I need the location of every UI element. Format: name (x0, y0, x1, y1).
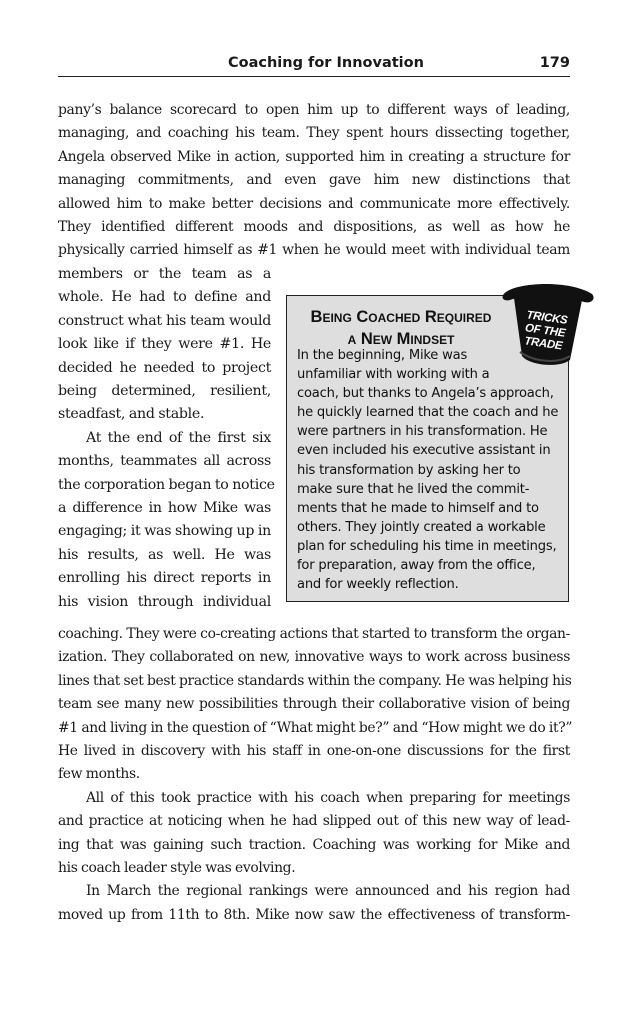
text-line: steadfast, and stable. (58, 406, 205, 423)
text-line: managing, and coaching his team. They spent hours dissecting together, (58, 125, 570, 142)
text-line: decided he needed to project (58, 359, 271, 376)
running-header (58, 52, 570, 77)
text-line: months, teammates all across (58, 453, 271, 470)
sidebar-title-line: a New Mindset (347, 330, 455, 348)
text-line: coaching. They were co-creating actions that started to transform the organ- (58, 626, 570, 642)
text-line: All of this took practice with his coach when preparing for meetings (86, 789, 570, 806)
text-line: his vision through individual (58, 593, 271, 610)
sidebar-line: were partners in his transformation. He (297, 424, 548, 440)
text-line: At the end of the first six (86, 429, 271, 446)
text-line: allowed him to make better decisions and communicate more effectively. (58, 195, 570, 212)
text-line: being determined, resilient, (58, 383, 271, 400)
sidebar-body (297, 346, 567, 594)
sidebar-line: others. They jointly created a workable (297, 519, 546, 535)
text-line: They identified different moods and dispositions, as well as how he (58, 219, 570, 236)
text-line: managing commitments, and even gave him new distinctions that (58, 172, 570, 189)
sidebar-title-line: Being Coached Required (310, 308, 492, 326)
badge-line: OF THE (524, 322, 566, 340)
text-line: #1 and living in the question of “What might be?” and “How might we do it?” (58, 719, 573, 736)
sidebar-title (287, 306, 515, 350)
sidebar-line: ments that he made to himself and to (297, 500, 539, 516)
text-line: his results, as well. He was (58, 546, 271, 563)
sidebar-line: and for weekly reflection. (297, 577, 459, 593)
text-line: lines that set best practice standards within the company. He was helping his (58, 672, 572, 689)
sidebar-line: unfamiliar with working with a (297, 367, 490, 383)
text-line: He lived in discovery with his staff in one-on-one discussions for the first (58, 743, 570, 760)
text-line: moved up from 11th to 8th. Mike now saw the effectiveness of transform- (58, 906, 570, 923)
sidebar-line: In the beginning, Mike was (297, 348, 468, 363)
sidebar-line: his transformation by asking her to (297, 462, 521, 478)
text-line: members or the team as a (58, 266, 271, 282)
text-line: whole. He had to define and (58, 289, 271, 306)
text-line: the corporation began to notice (58, 476, 275, 493)
text-line: his coach leader style was evolving. (58, 860, 296, 877)
text-line: enrolling his direct reports in (58, 570, 271, 587)
paragraph-top (58, 99, 570, 263)
text-line: look like if they were #1. He (58, 336, 271, 353)
sidebar-line: for preparation, away from the office, (297, 558, 536, 574)
page-number: 179 (539, 55, 570, 71)
wrapped-text-column (58, 263, 275, 614)
text-line: engaging; it was showing up in (58, 523, 271, 540)
text-line: ing that was gaining such traction. Coaching was working for Mike and (58, 836, 570, 853)
sidebar-line: even included his executive assistant in (297, 443, 551, 459)
text-line: ization. They collaborated on new, innovative ways to work across business (58, 649, 570, 666)
paragraph-bottom (58, 623, 573, 927)
sidebar-line: he quickly learned that the coach and he (297, 405, 559, 421)
text-line: team see many new possibilities through their collaborative vision of being (58, 696, 570, 713)
sidebar-line: make sure that he lived the commit- (297, 481, 530, 497)
chapter-title: Coaching for Innovation (228, 55, 424, 71)
text-line: and practice at noticing when he had slipped out of this new way of lead- (58, 813, 570, 830)
badge-line: TRICKS (525, 309, 569, 327)
text-line: few months. (58, 766, 140, 783)
text-line: construct what his team would (58, 312, 271, 329)
text-line: Angela observed Mike in action, supported him in creating a structure for (58, 148, 570, 165)
sidebar-line: coach, but thanks to Angela’s approach, (297, 386, 554, 402)
text-line: In March the regional rankings were announced and his region had (86, 883, 570, 900)
sidebar-line: plan for scheduling his time in meetings, (297, 538, 557, 554)
text-line: pany’s balance scorecard to open him up to different ways of leading, (58, 102, 570, 118)
badge-line: TRADE (523, 335, 563, 353)
text-line: a difference in how Mike was (58, 500, 271, 517)
text-line: physically carried himself as #1 when he would meet with individual team (58, 242, 570, 259)
